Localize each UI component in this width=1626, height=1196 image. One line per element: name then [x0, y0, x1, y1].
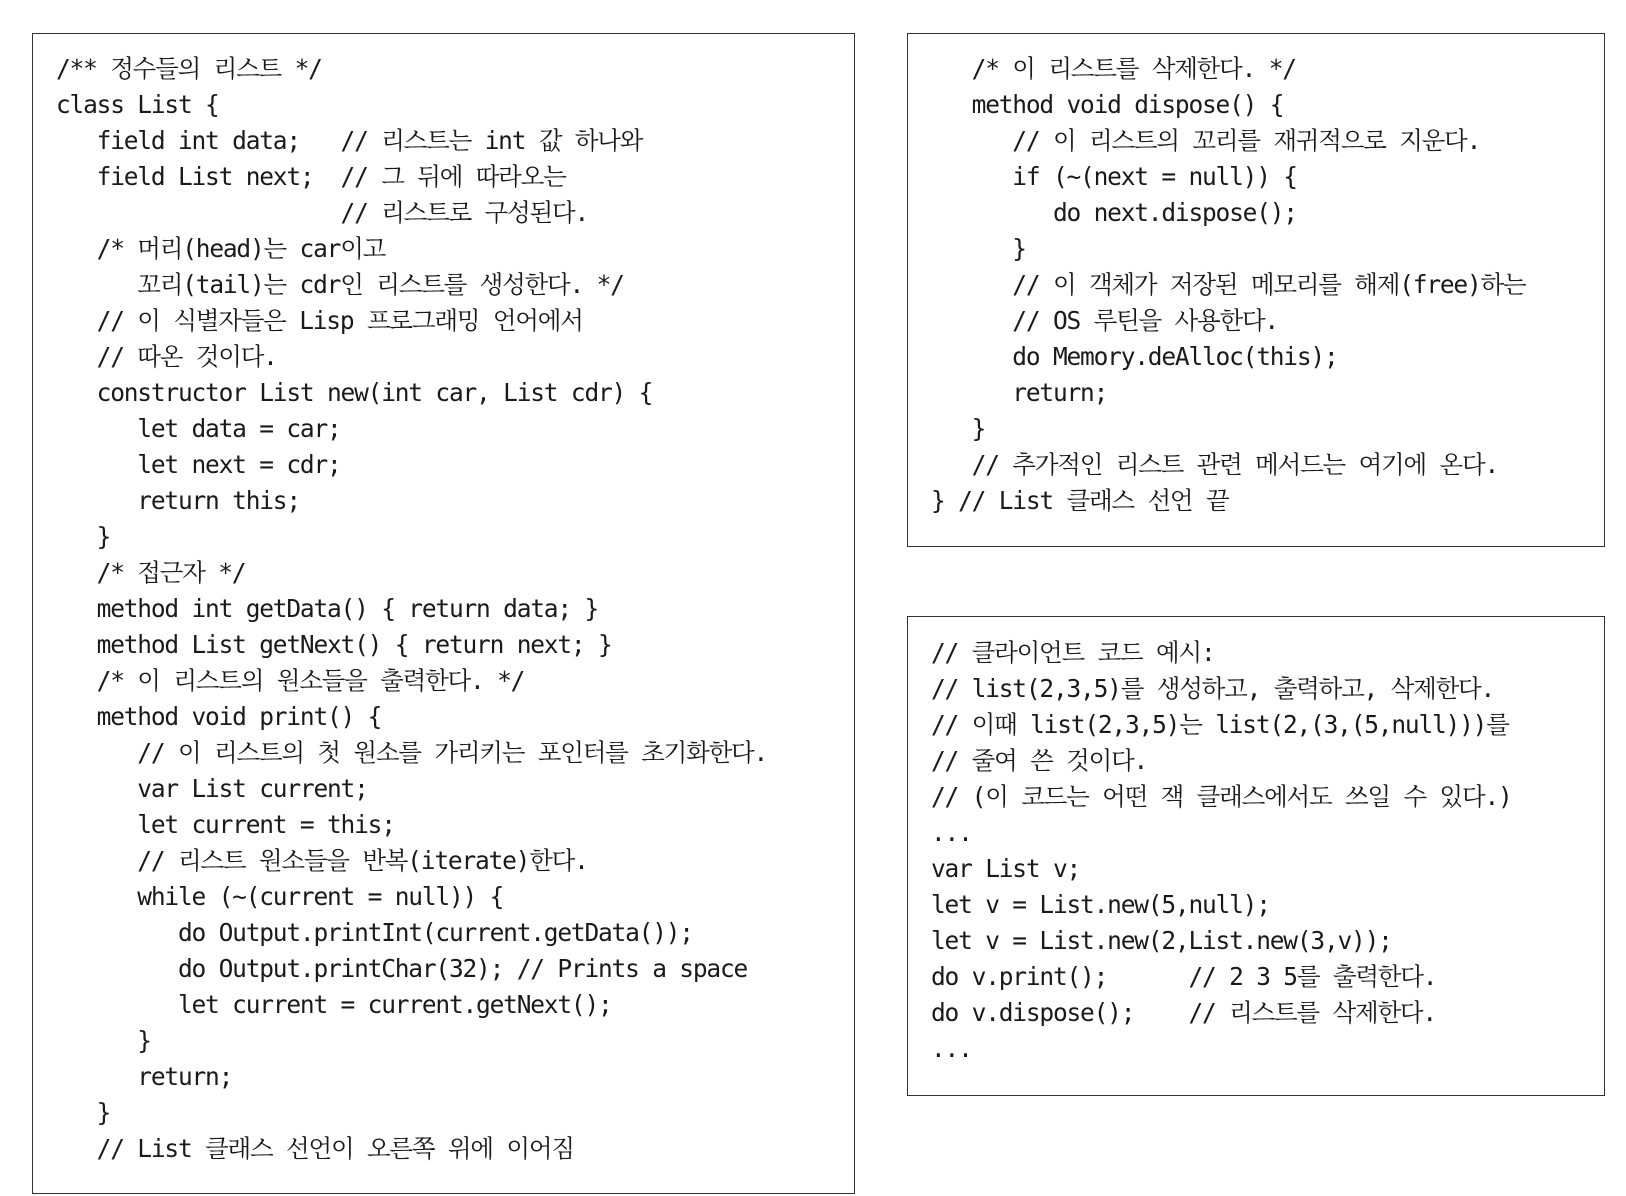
code-line: ... — [931, 818, 972, 847]
list-class-code-panel — [32, 33, 855, 1194]
code-line: return; — [931, 378, 1108, 407]
code-line: } — [931, 234, 1026, 263]
code-line: method List getNext() { return next; } — [56, 630, 612, 659]
code-line: // 줄여 쓴 것이다. — [931, 746, 1148, 775]
code-line: // OS 루틴을 사용한다. — [931, 306, 1278, 335]
code-block — [33, 34, 767, 1167]
code-line: let v = List.new(2,List.new(3,v)); — [931, 926, 1392, 955]
code-line: // 이 객체가 저장된 메모리를 해제(free)하는 — [931, 270, 1526, 299]
code-line: // 이 식별자들은 Lisp 프로그래밍 언어에서 — [56, 306, 583, 335]
code-line: method void print() { — [56, 702, 382, 731]
code-line: if (~(next = null)) { — [931, 162, 1297, 191]
code-line: let current = this; — [56, 810, 395, 839]
code-line: let v = List.new(5,null); — [931, 890, 1270, 919]
code-line: var List current; — [56, 774, 368, 803]
code-line: /** 정수들의 리스트 */ — [56, 54, 322, 83]
code-line: let data = car; — [56, 414, 341, 443]
code-line: while (~(current = null)) { — [56, 882, 504, 911]
code-line: do v.print(); // 2 3 5를 출력한다. — [931, 962, 1437, 991]
code-line: } // List 클래스 선언 끝 — [931, 486, 1229, 515]
code-line: field List next; // 그 뒤에 따라오는 — [56, 162, 566, 191]
code-line: 꼬리(tail)는 cdr인 리스트를 생성한다. */ — [56, 270, 624, 299]
code-line: let current = current.getNext(); — [56, 990, 612, 1019]
code-line: // 추가적인 리스트 관련 메서드는 여기에 온다. — [931, 450, 1499, 479]
code-line: /* 머리(head)는 car이고 — [56, 234, 386, 263]
code-line: // 이 리스트의 첫 원소를 가리키는 포인터를 초기화한다. — [56, 738, 768, 767]
code-line: do next.dispose(); — [931, 198, 1297, 227]
client-code-panel — [907, 616, 1605, 1096]
code-line: // 이때 list(2,3,5)는 list(2,(3,(5,null)))를 — [931, 710, 1509, 739]
code-line: } — [56, 1098, 111, 1127]
code-line: } — [56, 1026, 151, 1055]
code-line: /* 접근자 */ — [56, 558, 246, 587]
code-line: /* 이 리스트의 원소들을 출력한다. */ — [56, 666, 525, 695]
code-line: // 클라이언트 코드 예시: — [931, 638, 1215, 667]
code-line: // List 클래스 선언이 오른쪽 위에 이어짐 — [56, 1134, 574, 1163]
code-line: return this; — [56, 486, 300, 515]
code-block — [908, 34, 1525, 519]
code-line: // (이 코드는 어떤 잭 클래스에서도 쓰일 수 있다.) — [931, 782, 1512, 811]
code-line: do v.dispose(); // 리스트를 삭제한다. — [931, 998, 1436, 1027]
code-line: method int getData() { return data; } — [56, 594, 599, 623]
code-line: ... — [931, 1034, 972, 1063]
code-block — [908, 617, 1512, 1067]
code-line: /* 이 리스트를 삭제한다. */ — [931, 54, 1296, 83]
code-line: field int data; // 리스트는 int 값 하나와 — [56, 126, 643, 155]
code-line: // 리스트 원소들을 반복(iterate)한다. — [56, 846, 588, 875]
code-line: do Output.printChar(32); // Prints a space — [56, 954, 748, 983]
code-line: // 따온 것이다. — [56, 342, 277, 371]
code-line: constructor List new(int car, List cdr) { — [56, 378, 653, 407]
code-line: // 리스트로 구성된다. — [56, 198, 589, 227]
code-line: let next = cdr; — [56, 450, 341, 479]
code-line: return; — [56, 1062, 233, 1091]
code-line: var List v; — [931, 854, 1081, 883]
code-line: // 이 리스트의 꼬리를 재귀적으로 지운다. — [931, 126, 1481, 155]
code-line: do Output.printInt(current.getData()); — [56, 918, 693, 947]
code-line: } — [56, 522, 111, 551]
code-line: method void dispose() { — [931, 90, 1284, 119]
code-line: } — [931, 414, 986, 443]
dispose-method-code-panel — [907, 33, 1605, 547]
code-line: // list(2,3,5)를 생성하고, 출력하고, 삭제한다. — [931, 674, 1495, 703]
code-line: class List { — [56, 90, 219, 119]
code-line: do Memory.deAlloc(this); — [931, 342, 1338, 371]
